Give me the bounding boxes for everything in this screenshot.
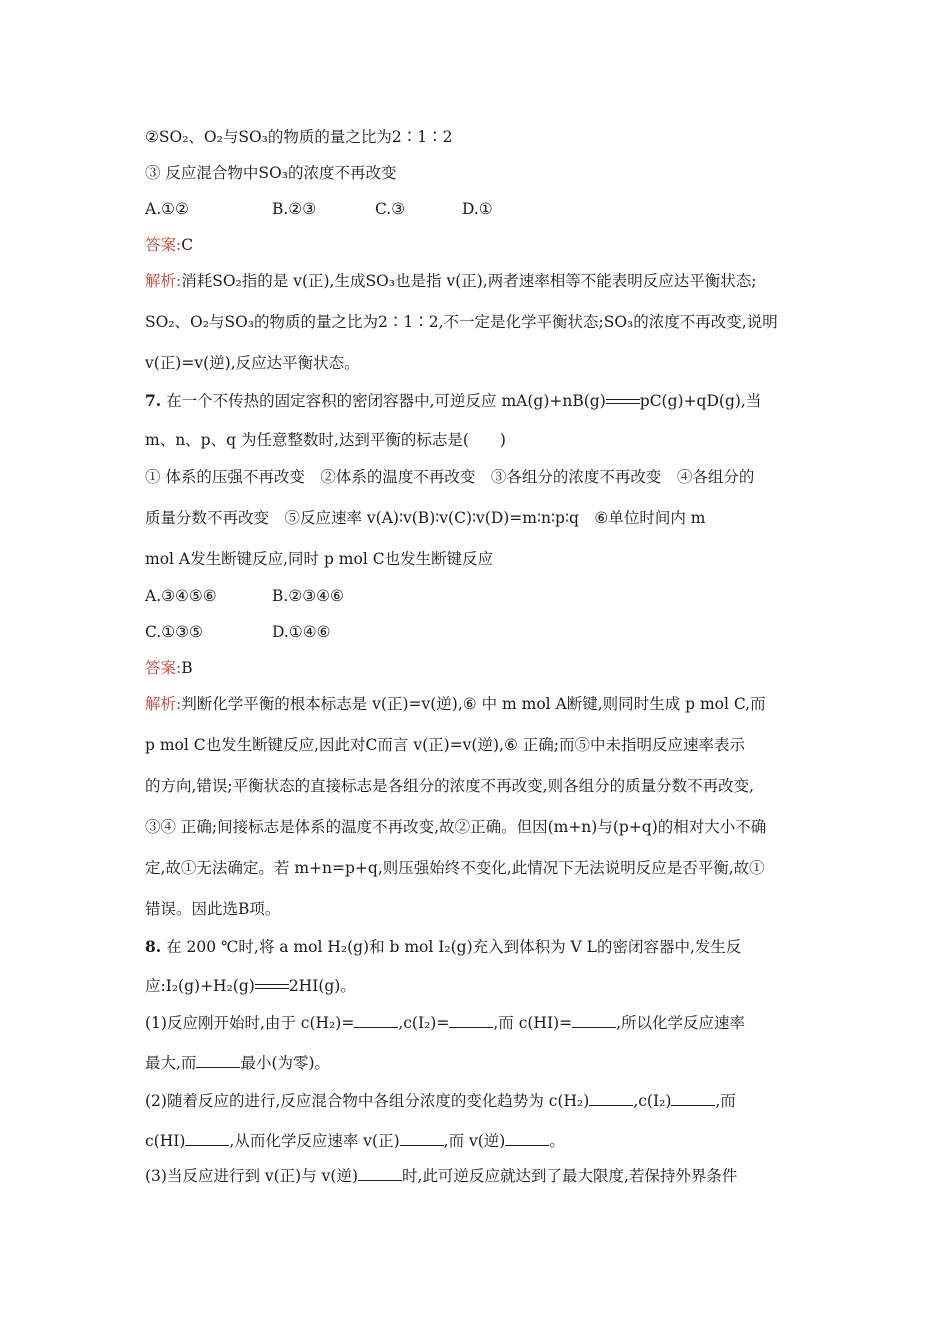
question-number: 7. <box>145 391 162 410</box>
q7-option-d: D.①④⑥ <box>272 623 331 641</box>
q7-stem-text-b: pC(g)+qD(g),当 <box>639 392 762 410</box>
q7-stem-line-1 <box>145 391 761 411</box>
q6-option-a: A.①② <box>145 200 189 218</box>
q6-analysis-line-1 <box>145 271 756 291</box>
answer-blank[interactable] <box>358 1166 402 1181</box>
answer-blank[interactable] <box>572 1013 616 1028</box>
q7-stem-line-2: m、n、p、q 为任意整数时,达到平衡的标志是( ) <box>145 431 506 449</box>
q6-option-d: D.① <box>462 200 493 218</box>
q7-stem-text-a: 在一个不传热的固定容积的密闭容器中,可逆反应 mA(g)+nB(g) <box>166 392 606 410</box>
q8-part-2-line-2 <box>145 1131 565 1151</box>
analysis-text: 判断化学平衡的根本标志是 v(正)=v(逆),⑥ 中 m mol A断键,则同时生成 p mol C,而 <box>181 695 766 713</box>
text-segment: 最小(为零)。 <box>240 1054 331 1072</box>
q6-item-3: ③ 反应混合物中SO₃的浓度不再改变 <box>145 164 397 182</box>
answer-label: 答案: <box>145 236 182 254</box>
text-segment: ,而 <box>715 1092 736 1110</box>
q8-part-1-line-1 <box>145 1013 745 1033</box>
equilibrium-arrow-icon <box>255 982 289 992</box>
analysis-text: 消耗SO₂指的是 v(正),生成SO₃也是指 v(正),两者速率相等不能表明反应达平衡状态; <box>181 272 757 290</box>
text-segment: c(HI) <box>145 1132 186 1150</box>
q6-option-c: C.③ <box>375 200 406 218</box>
analysis-label: 解析: <box>145 695 182 713</box>
q8-part-3-line-1 <box>145 1166 737 1186</box>
q7-option-a: A.③④⑤⑥ <box>145 587 217 605</box>
q6-analysis-line-3: v(正)=v(逆),反应达平衡状态。 <box>145 354 360 372</box>
text-segment: 最大,而 <box>145 1054 197 1072</box>
text-segment: ,而 v(逆) <box>443 1132 506 1150</box>
answer-blank[interactable] <box>589 1091 633 1106</box>
q7-items-line-3: mol A发生断键反应,同时 p mol C也发生断键反应 <box>145 550 494 568</box>
q7-items-line-1: ① 体系的压强不再改变 ②体系的温度不再改变 ③各组分的浓度不再改变 ④各组分的 <box>145 468 755 486</box>
q6-item-2: ②SO₂、O₂与SO₃的物质的量之比为2∶1∶2 <box>145 128 453 146</box>
q7-analysis-line-2: p mol C也发生断键反应,因此对C而言 v(正)=v(逆),⑥ 正确;而⑤中未指明反应速率表示 <box>145 736 745 754</box>
q8-part-2-line-1 <box>145 1091 736 1111</box>
q7-answer <box>145 658 193 678</box>
q8-reaction-a: 应:I₂(g)+H₂(g) <box>145 977 255 995</box>
text-segment: (1)反应刚开始时,由于 c(H₂)= <box>145 1014 355 1032</box>
text-segment: 时,此可逆反应就达到了最大限度,若保持外界条件 <box>402 1167 738 1185</box>
answer-value: B <box>181 659 193 677</box>
answer-blank[interactable] <box>185 1131 229 1146</box>
text-segment: ,c(I₂)= <box>398 1014 450 1032</box>
q8-stem-line-1 <box>145 937 741 957</box>
analysis-label: 解析: <box>145 272 182 290</box>
q7-items-line-2: 质量分数不再改变 ⑤反应速率 v(A)∶v(B)∶v(C)∶v(D)=m∶n∶p∶q ⑥单位时间内 m <box>145 509 706 527</box>
text-segment: (3)当反应进行到 v(正)与 v(逆) <box>145 1167 359 1185</box>
q7-analysis-line-3: 的方向,错误;平衡状态的直接标志是各组分的浓度不再改变,则各组分的质量分数不再改变, <box>145 777 755 795</box>
text-segment: ,从而化学反应速率 v(正) <box>229 1132 400 1150</box>
q7-analysis-line-1 <box>145 694 766 714</box>
equilibrium-arrow-icon <box>606 397 640 407</box>
answer-blank[interactable] <box>196 1053 240 1068</box>
text-segment: (2)随着反应的进行,反应混合物中各组分浓度的变化趋势为 c(H₂) <box>145 1092 590 1110</box>
text-segment: ,所以化学反应速率 <box>616 1014 746 1032</box>
q8-part-1-line-2 <box>145 1053 330 1073</box>
q6-answer <box>145 235 193 255</box>
q8-stem-text: 在 200 ℃时,将 a mol H₂(g)和 b mol I₂(g)充入到体积为 V L的密闭容器中,发生反 <box>166 938 742 956</box>
answer-blank[interactable] <box>671 1091 715 1106</box>
question-number: 8. <box>145 937 162 956</box>
q7-option-c: C.①③⑤ <box>145 623 203 641</box>
q7-analysis-line-4: ③④ 正确;间接标志是体系的温度不再改变,故②正确。但因(m+n)与(p+q)的相对大小不确 <box>145 818 767 836</box>
answer-blank[interactable] <box>505 1131 549 1146</box>
text-segment: ,而 c(HI)= <box>493 1014 573 1032</box>
answer-blank[interactable] <box>354 1013 398 1028</box>
q7-option-b: B.②③④⑥ <box>272 587 344 605</box>
answer-blank[interactable] <box>400 1131 444 1146</box>
q8-stem-line-2 <box>145 976 356 996</box>
answer-blank[interactable] <box>449 1013 493 1028</box>
text-segment: ,c(I₂) <box>633 1092 672 1110</box>
answer-value: C <box>181 236 194 254</box>
text-segment: 。 <box>549 1132 565 1150</box>
q8-reaction-b: 2HI(g)。 <box>288 977 356 995</box>
q7-analysis-line-6: 错误。因此选B项。 <box>145 900 281 918</box>
q7-analysis-line-5: 定,故①无法确定。若 m+n=p+q,则压强始终不变化,此情况下无法说明反应是否平衡,故① <box>145 859 765 877</box>
q6-analysis-line-2: SO₂、O₂与SO₃的物质的量之比为2∶1∶2,不一定是化学平衡状态;SO₃的浓度不再改变,说明 <box>145 313 778 331</box>
answer-label: 答案: <box>145 659 182 677</box>
q6-option-b: B.②③ <box>272 200 317 218</box>
